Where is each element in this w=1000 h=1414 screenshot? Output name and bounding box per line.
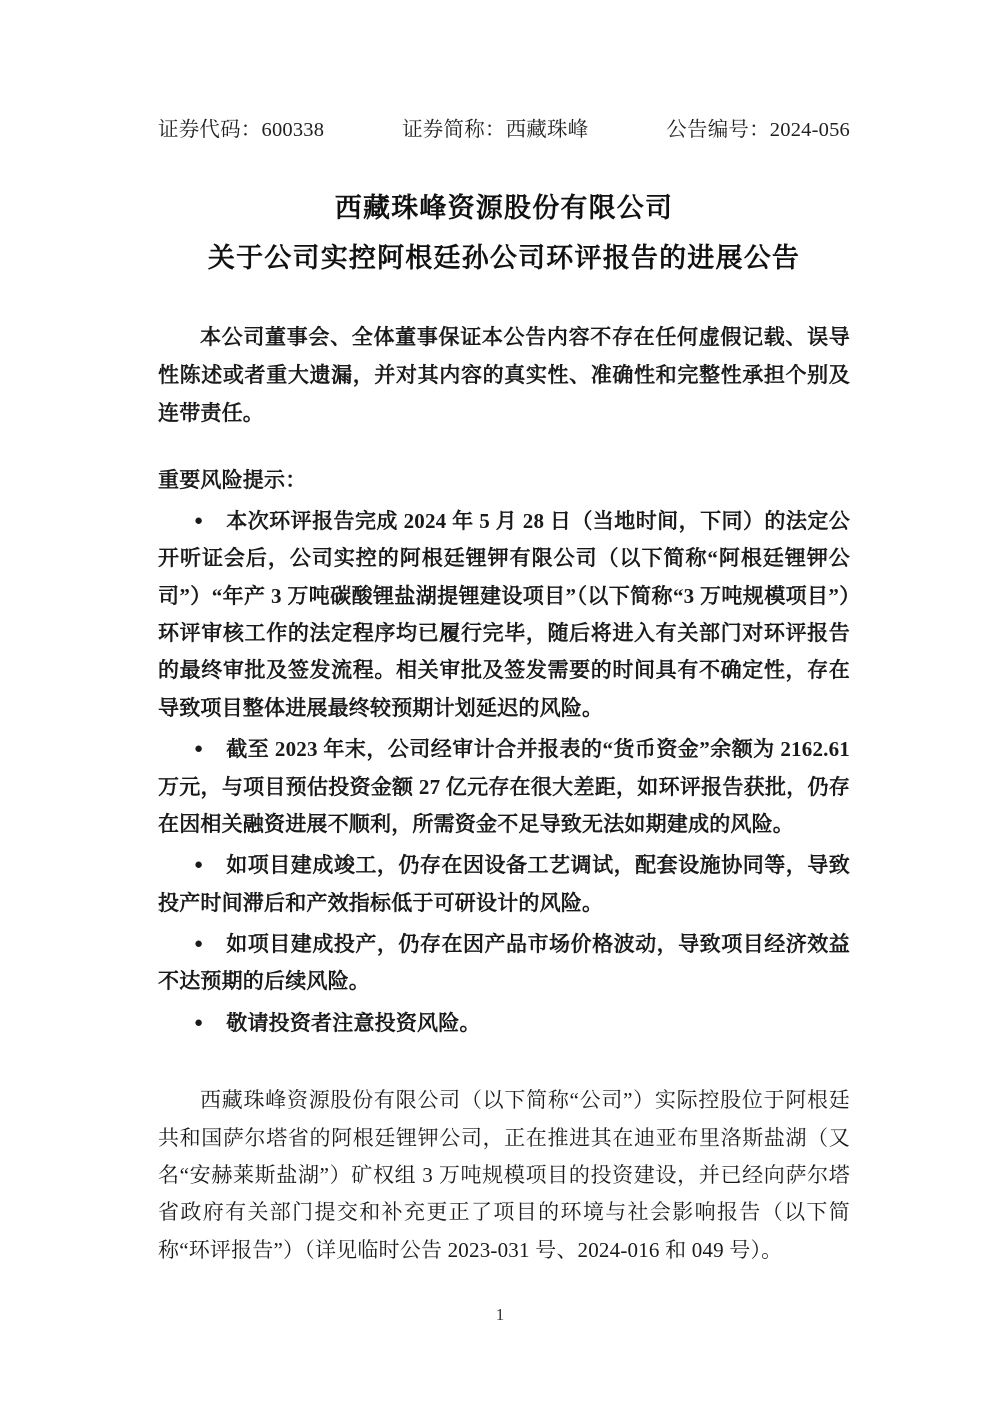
risk-warning-heading: 重要风险提示： [158,467,307,492]
list-item-text: 如项目建成竣工，仍存在因设备工艺调试，配套设施协同等，导致投产时间滞后和产效指标低于可研设计的风险。 [158,853,850,915]
list-item [158,731,850,843]
bullet-dot-icon: ● [194,1014,204,1031]
list-item [158,503,850,727]
closing-body-paragraph: 西藏珠峰资源股份有限公司（以下简称“公司”）实际控股位于阿根廷共和国萨尔塔省的阿根廷锂钾公司，正在推进其在迪亚布里洛斯盐湖（又名“安赫莱斯盐湖”）矿权组 3 万吨规模项目的投资建设，并已经向萨尔塔省政府有关部门提交和补充更正了项目的环境与社会影响报告（以下简称“环评报告”）（详见临时公告 2023-031 号、2024-016 和 049 号）。 [158,1088,850,1262]
list-item-text: 敬请投资者注意投资风险。 [226,1010,481,1035]
list-item-text: 截至 2023 年末，公司经审计合并报表的“货币资金”余额为 2162.61 万元，与项目预估投资金额 27 亿元存在很大差距，如环评报告获批，仍存在因相关融资进展不顺利，所需资金不足导致无法如期建成的风险。 [158,737,850,836]
list-item [158,1005,850,1042]
list-item [158,926,850,1001]
list-item-text: 本次环评报告完成 2024 年 5 月 28 日（当地时间，下同）的法定公开听证会后，公司实控的阿根廷锂钾有限公司（以下简称“阿根廷锂钾公司”）“年产 3 万吨碳酸锂盐湖提锂建设项目”（以下简称“3 万吨规模项目”）环评审核工作的法定程序均已履行完毕，随后将进入有关部门对环评报告的最终审批及签发流程。相关审批及签发需要的时间具有不确定性，存在导致项目整体进展最终较预期计划延迟的风险。 [158,508,850,720]
document-header [158,0,850,142]
page-number-footer: 1 [495,1305,505,1324]
bullet-dot-icon: ● [194,741,204,758]
security-abbreviation: 证券简称：西藏珠峰 [402,119,589,141]
page-title [158,188,850,278]
list-item-text: 如项目建成投产，仍存在因产品市场价格波动，导致项目经济效益不达预期的后续风险。 [158,932,850,994]
list-item [158,847,850,922]
risk-bullet-list [158,503,850,1042]
board-disclaimer-paragraph: 本公司董事会、全体董事保证本公告内容不存在任何虚假记载、误导性陈述或者重大遗漏，并对其内容的真实性、准确性和完整性承担个别及连带责任。 [158,325,850,426]
company-name-title: 西藏珠峰资源股份有限公司 [334,193,674,223]
bullet-dot-icon: ● [194,512,204,529]
announcement-number: 公告编号：2024-056 [666,119,850,141]
bullet-dot-icon: ● [194,857,204,874]
bullet-dot-icon: ● [194,936,204,952]
announcement-subject-title: 关于公司实控阿根廷孙公司环评报告的进展公告 [207,242,801,273]
security-code: 证券代码：600338 [158,119,325,141]
